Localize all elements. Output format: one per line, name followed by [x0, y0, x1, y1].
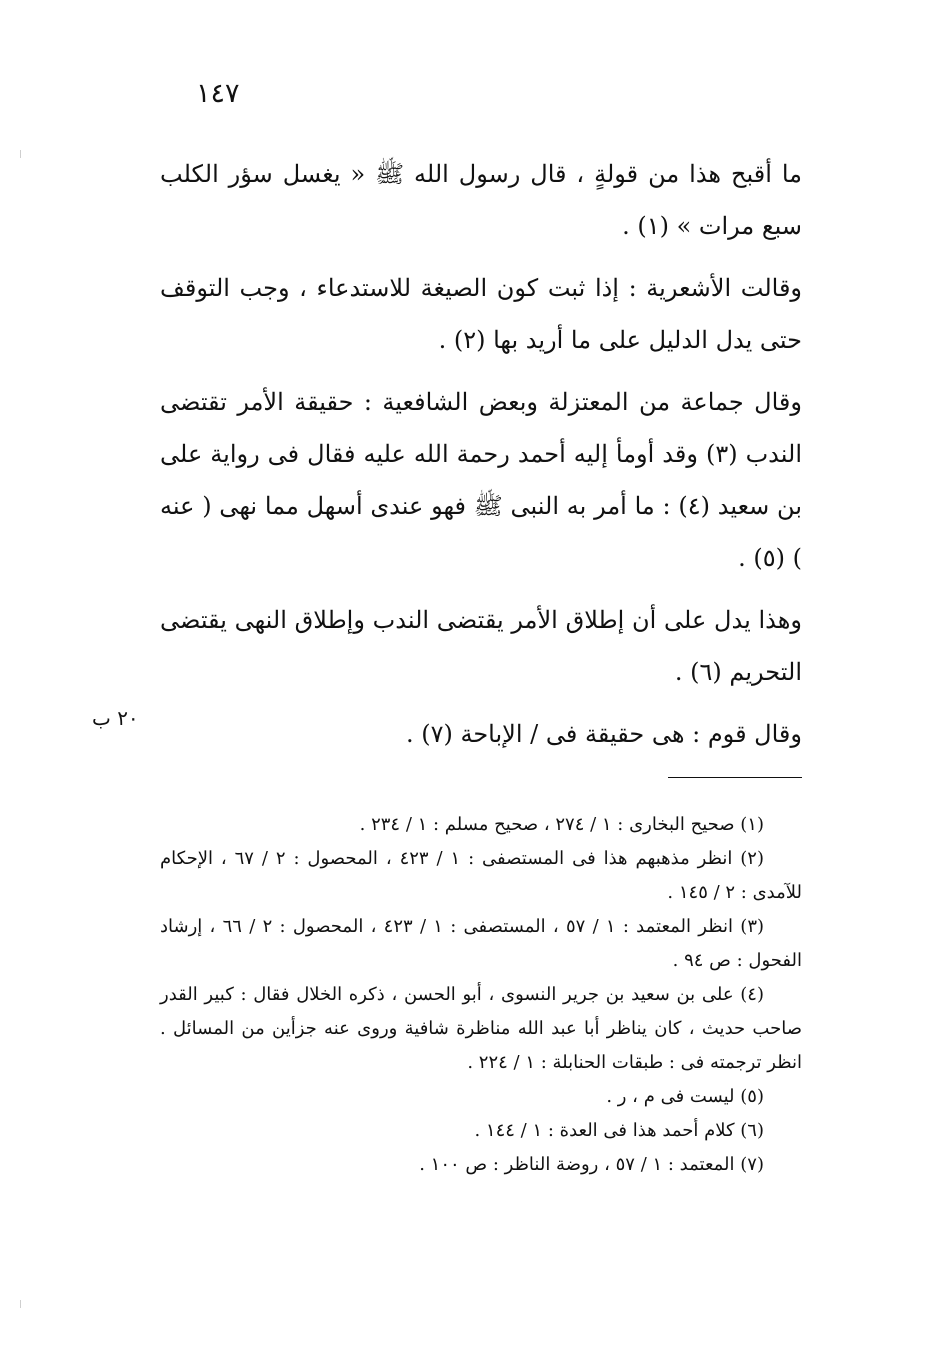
margin-note: ٢٠ ب: [92, 706, 139, 730]
footnote: (١) صحيح البخارى : ١ / ٢٧٤ ، صحيح مسلم : ١ / ٢٣٤ .: [359, 814, 764, 835]
paragraph: وقال قوم : هى حقيقة فى / الإباحة (٧) .: [405, 720, 802, 748]
main-text: [160, 148, 802, 770]
footnote: (٦) كلام أحمد هذا فى العدة : ١ / ١٤٤ .: [474, 1120, 764, 1141]
footnote: (٣) انظر المعتمد : ١ / ٥٧ ، المستصفى : ١ / ٤٢٣ ، المحصول : ٢ / ٦٦ ، إرشاد الفحول : ص ٩٤ .: [160, 916, 802, 971]
footnote: (٥) ليست فى م ، ر .: [606, 1086, 764, 1107]
paragraph: ما أقبح هذا من قولةٍ ، قال رسول الله ﷺ « يغسل سؤر الكلب سبع مرات » (١) .: [160, 160, 802, 240]
footnote-divider: [668, 777, 802, 778]
paragraph: وقال جماعة من المعتزلة وبعض الشافعية : حقيقة الأمر تقتضى الندب (٣) وقد أومأ إليه أحمد رحمة الله عليه فقال فى رواية على بن سعيد (٤) : ما أمر به النبى ﷺ فهو عندى أسهل مما نهى ( عنه ) (٥) .: [160, 388, 802, 572]
scan-speck: [20, 150, 21, 158]
scan-speck: [20, 1300, 21, 1308]
footnote: (٧) المعتمد : ١ / ٥٧ ، روضة الناظر : ص ١٠٠ .: [419, 1154, 764, 1175]
paragraph: وهذا يدل على أن إطلاق الأمر يقتضى الندب وإطلاق النهى يقتضى التحريم (٦) .: [160, 606, 802, 686]
footnote: (٢) انظر مذهبهم هذا فى المستصفى : ١ / ٤٢٣ ، المحصول : ٢ / ٦٧ ، الإحكام للآمدى : ٢ / ١٤٥ .: [160, 848, 802, 903]
footnote: (٤) على بن سعيد بن جرير النسوى ، أبو الحسن ، ذكره الخلال فقال : كبير القدر صاحب حديث ، كان يناظر أبا عبد الله مناظرة شافية وروى عنه جزأين من المسائل . انظر ترجمته فى : طبقات الحنابلة : ١ / ٢٢٤ .: [160, 984, 802, 1073]
paragraph: وقالت الأشعرية : إذا ثبت كون الصيغة للاستدعاء ، وجب التوقف حتى يدل الدليل على ما أريد بها (٢) .: [160, 274, 802, 354]
footnotes: [160, 808, 802, 1182]
page-number: ١٤٧: [196, 78, 240, 109]
